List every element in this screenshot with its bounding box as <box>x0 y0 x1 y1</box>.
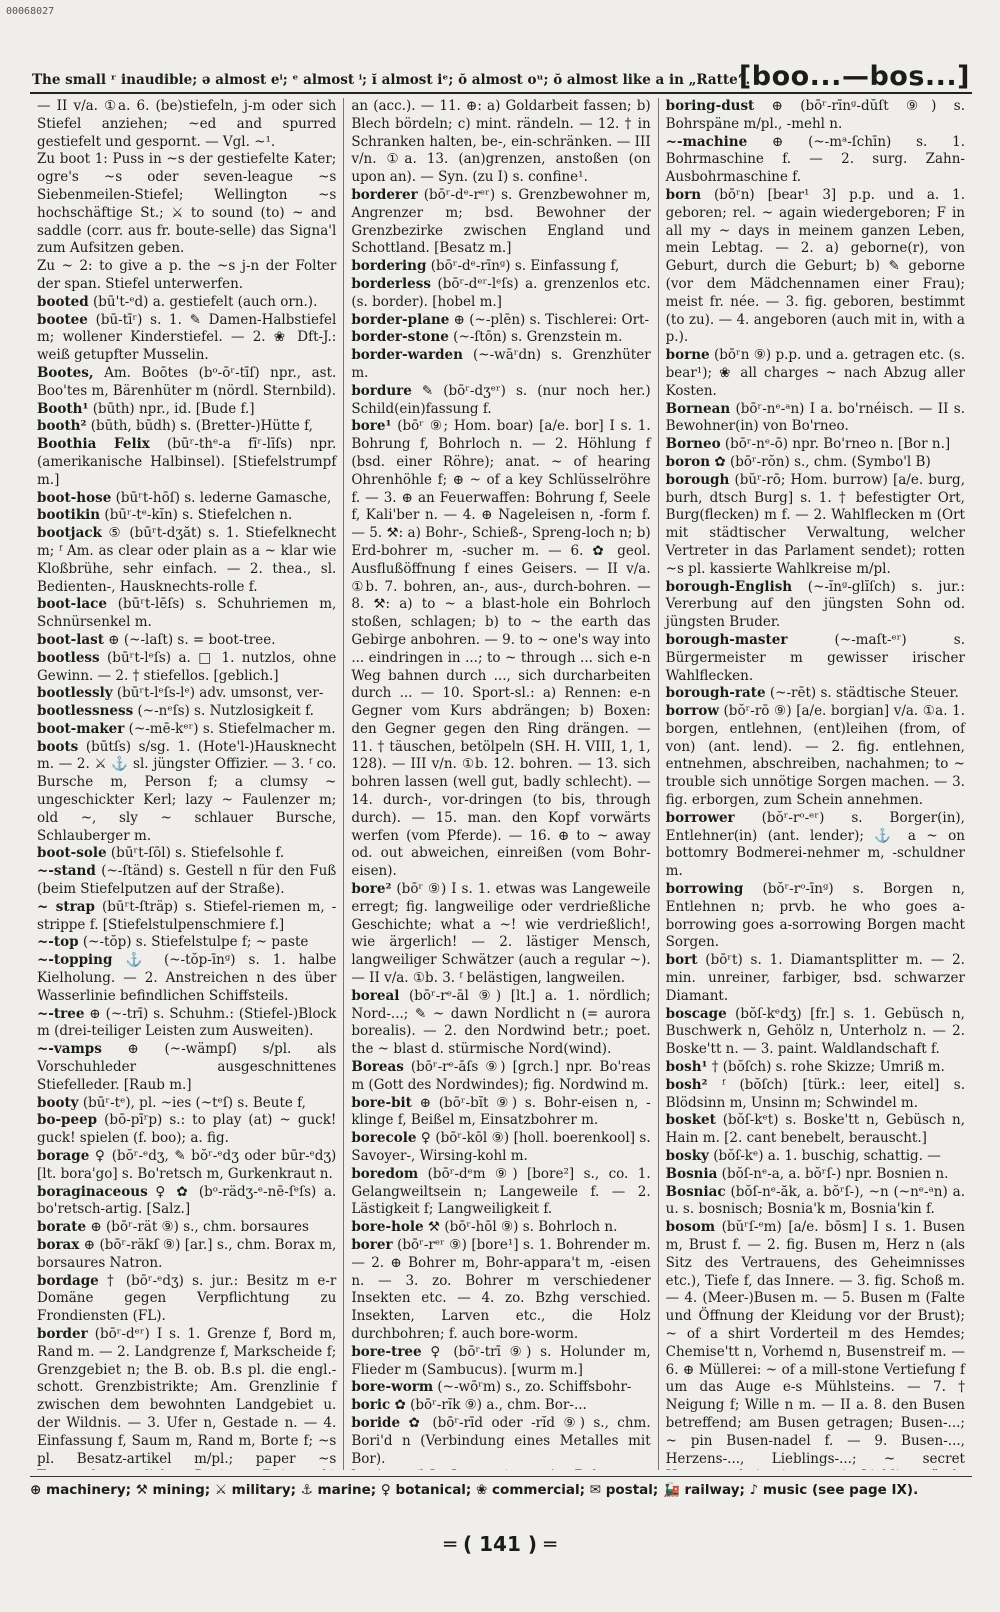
entry-headword: Boreas <box>351 1059 404 1076</box>
entry-headword: bosh¹ <box>665 1059 708 1076</box>
dictionary-entry <box>666 98 965 134</box>
entry-headword: ~-top <box>37 934 79 951</box>
dictionary-entry <box>37 1095 336 1113</box>
entry-text: (bŏſ-nᵉ-a, a. bŏʳſ-) npr. Bosnien n. <box>721 1165 949 1182</box>
entry-text: (būʳ-tᵉ), pl. ~ies (~tᵉſ) s. Beute f, <box>82 1094 306 1111</box>
entry-headword: borough-rate <box>665 685 766 702</box>
dictionary-entry <box>351 276 650 312</box>
entry-text: (būʳt-hōſ) s. lederne Gamasche, <box>115 489 332 506</box>
entry-headword: borage <box>37 1148 90 1165</box>
entry-text: (bŏſ-kᵉ) a. 1. buschig, schattig. — <box>713 1148 941 1165</box>
dictionary-entry <box>37 650 336 686</box>
entry-text: (bōʳ-nᵉ-ō) npr. Bo'rneo n. [Bor n.] <box>724 436 951 453</box>
entry-headword: ~-topping <box>37 952 113 969</box>
entry-text: ⊕ (~-plēn) s. Tischlerei: Ort- <box>453 311 650 328</box>
entry-text: (bŭʳ-rō; Hom. burrow) [a/e. burg, burh, dtsch Burg] s. 1. † befestigter Ort, Burg(flecken) m f. — 2. Wahlflecken m (Ort mit städtischer Verwaltung, welcher Vertreter in das Parlament sendet); rotten ~s pl. kassierte Wahlkreise m/pl. <box>665 471 965 577</box>
entry-headword: born <box>665 186 702 203</box>
entry-headword: Bosniac <box>665 1183 726 1200</box>
entry-text: † (bōʳ-ᵉdʒ) s. jur.: Besitz m e-r Domäne gegen Verpflichtung zu Frondiensten (FL). <box>37 1272 337 1325</box>
entry-headword: bore-bit <box>351 1094 412 1111</box>
entry-text: (bōʳ-dᵉ-rīnᵍ) s. Einfassung f, <box>430 258 620 275</box>
dictionary-entry <box>666 632 965 685</box>
page-header <box>30 50 972 94</box>
dictionary-entry <box>666 703 965 810</box>
entry-text: (~-mē-kᵉʳ) s. Stiefelmacher m. <box>128 720 336 737</box>
dictionary-entry <box>37 721 336 739</box>
dictionary-entry <box>37 525 336 596</box>
dictionary-entry <box>351 1219 650 1237</box>
column-3 <box>658 98 972 1470</box>
entry-headword: borough-master <box>665 631 788 648</box>
dictionary-entry <box>666 1184 965 1220</box>
entry-headword: border <box>37 1325 88 1342</box>
entry-text: Am. Boōtes (bᵒ-ōʳ-tīſ) npr., ast. Boo'tes m, Bärenhüter m (nördl. Sternbild). <box>37 364 337 399</box>
entry-headword: borderless <box>351 275 431 292</box>
dictionary-entry <box>37 685 336 703</box>
entry-text: (būʳt-ſōl) s. Stiefelsohle f. <box>110 845 285 862</box>
entry-headword: boreal <box>351 987 400 1004</box>
entry-headword: bootikin <box>37 507 101 524</box>
entry-text: ⚒ (bōʳ-hōl ⑨) s. Bohrloch n. <box>427 1219 618 1236</box>
entry-text: ᶠ (bŏſch) [türk.: leer, eitel] s. Blödsinn m, Unsinn m; Schwindel m. <box>665 1076 965 1111</box>
entry-headword: bore-worm <box>351 1379 434 1396</box>
dictionary-entry <box>37 436 336 489</box>
entry-text: (būʳt-lēſs) s. Schuhriemen m, Schnürsenkel m. <box>37 596 337 631</box>
entry-headword: border-stone <box>351 329 449 346</box>
entry-headword: bore² <box>351 881 392 898</box>
dictionary-entry <box>351 1379 650 1397</box>
entry-text: (būʳt-ſträp) s. Stiefel-riemen m, -strippe f. [Stiefelstulpenschmiere f.] <box>37 898 337 933</box>
entry-text: ⚓ (~-tŏp-īnᵍ) s. 1. halbe Kielholung. — 2. Anstreichen n des über Wasserlinie befindlichen Schiffsteils. <box>37 952 337 1004</box>
entry-headword: bosom <box>665 1219 715 1236</box>
entry-text: ✎ (bōʳ-dʒᵉʳ) s. (nur noch her.) Schild(ein)fassung f. <box>351 382 651 417</box>
entry-headword: boot-sole <box>37 845 107 862</box>
dictionary-entry <box>37 952 336 1005</box>
dictionary-entry <box>351 312 650 330</box>
entry-headword: bosh² <box>665 1076 708 1093</box>
entry-headword: border-plane <box>351 311 450 328</box>
dictionary-entry <box>351 347 650 383</box>
dictionary-entry <box>351 1237 650 1344</box>
entry-text: ⊕ (bōʳ-rät ⑨) s., chm. borsaures <box>90 1219 309 1236</box>
entry-text: (būʳ-thᵉ-a fīʳ-līſs) npr. (amerikanische Halbinsel). [Stiefelstrumpf m.] <box>37 436 337 488</box>
dictionary-entry <box>37 258 336 294</box>
entry-headword: Bootes, <box>37 364 94 381</box>
entry-text: (bōʳ-rᵉʳ ⑨) [bore¹] s. 1. Bohrender m. — 2. ⊕ Bohrer m, Bohr-appara't m, -eisen n. — 3. zo. Bohrer m verschiedener Insekten etc. — 4. zo. Bzhg verschied. Insekten, Larven etc., die Holz durchbohren; f. auch bore-worm. <box>351 1237 651 1342</box>
scan-id: 00068027 <box>6 6 55 17</box>
entry-text: ⊕ (~-mᵃ-ſchīn) s. 1. Bohrmaschine f. — 2. surg. Zahn-Ausbohrmaschine f. <box>665 133 965 186</box>
entry-text: (būth, būdh) s. (Bretter-)Hütte f, <box>90 418 313 435</box>
entry-headword <box>351 1468 401 1470</box>
dictionary-entry <box>351 418 650 881</box>
entry-headword: boot-lace <box>37 596 107 613</box>
entry-text: ♀ ✿ (bᵒ-rädʒ-ᵉ-nē-ſᵉſs) a. bo'retsch-artig. [Salz.] <box>37 1183 337 1218</box>
entry-text: ♀ (bōʳ-trī ⑨) s. Holunder m, Flieder m (Sambucus). [wurm m.] <box>351 1343 651 1378</box>
entry-text: an (acc.). — 11. ⊕: a) Goldarbeit fassen; b) Blech bördeln; c) mint. rändeln. — 12. † in Schranken halten, be-, ein-schränken. — III v/n. ①a. 13. (an)grenzen, anstoßen (on upon an). — Syn. (zu I) s. confine¹. <box>351 98 651 186</box>
dictionary-entry <box>666 401 965 437</box>
entry-headword: bordure <box>351 382 412 399</box>
dictionary-entry <box>37 1326 336 1470</box>
entry-headword: booty <box>37 1094 79 1111</box>
dictionary-entry <box>666 1219 965 1470</box>
entry-headword: borecole <box>351 1130 417 1147</box>
entry-text: (bŏſ-kᵉt) s. Boske'tt n, Gebüsch n, Hain m. [2. cant benebelt, berauscht.] <box>665 1112 965 1147</box>
entry-headword: Borneo <box>665 436 721 453</box>
dictionary-entry <box>37 1112 336 1148</box>
dictionary-entry <box>666 1006 965 1059</box>
entry-text: (~-tŏp) s. Stiefelstulpe f; ~ paste <box>82 934 309 951</box>
dictionary-entry <box>351 1468 650 1470</box>
entry-headword: borax <box>37 1237 80 1253</box>
entry-text: — II v/a. ①a. 6. (be)stiefeln, j-m oder sich Stiefel anziehen; ~ed and spurred gestiefelt und gespornt. — Vgl. ~¹. <box>37 98 337 150</box>
entry-headword: bore-tree <box>351 1343 422 1360</box>
entry-headword: bore-hole <box>351 1219 424 1236</box>
dictionary-entry <box>37 507 336 525</box>
entry-text: (~-ſtōn) s. Grenzstein m. <box>453 329 623 346</box>
entry-text: ✿ (bōʳ-rīd oder -rĭd ⑨) s., chm. Bori'd n (Verbindung eines Metalles mit Bor). <box>351 1414 651 1467</box>
entry-headword: ~ strap <box>37 898 95 915</box>
dictionary-entry <box>37 365 336 401</box>
dictionary-entry <box>666 685 965 703</box>
entry-headword: ~-stand <box>37 863 96 880</box>
dictionary-entry <box>37 899 336 935</box>
dictionary-entry <box>37 1273 336 1326</box>
entry-text: (būʳ-tᵉ-kĭn) s. Stiefelchen n. <box>104 507 293 524</box>
entry-headword: boscage <box>665 1005 727 1022</box>
dictionary-entry <box>37 1006 336 1042</box>
entry-text: ♀ (bōʳ-kōl ⑨) [holl. boerenkool] s. Savoyer-, Wirsing-kohl m. <box>351 1130 651 1165</box>
entry-headword: boot-last <box>37 631 104 648</box>
entry-text: (bŏſ-kᵉdʒ) [fr.] s. 1. Gebüsch n, Buschwerk n, Gehölz n, Unterholz n. — 2. Boske'tt n. — 3. paint. Waldlandschaft f. <box>665 1005 965 1058</box>
entry-text: (bū-tīʳ) s. 1. ✎ Damen-Halbstiefel m; wollener Kinderstiefel. — 2. ❀ Dft-J.: weiß getupfter Musselin. <box>37 311 337 364</box>
entry-headword: boric <box>351 1397 391 1414</box>
entry-text: ✿ (bōʳ-rŏn) s., chm. (Symbo'l B) <box>714 453 931 470</box>
dictionary-entry <box>666 952 965 1005</box>
dictionary-entry <box>351 329 650 347</box>
dictionary-entry <box>351 881 650 988</box>
entry-text: (bōʳ-dᵉ-rᵉʳ) s. Grenzbewohner m, Angrenzer m; bsd. Bewohner der Grenzbezirke zwischen England und Schottland. [Besatz m.] <box>351 186 651 257</box>
entry-text: † (bŏſch) s. rohe Skizze; Umriß m. <box>711 1059 945 1076</box>
dictionary-entry <box>666 1148 965 1166</box>
entry-headword: Bornean <box>665 400 731 417</box>
entry-text: ⊕ (bōʳ-rīnᵍ-dŭſt ⑨) s. Bohrspäne m/pl., -mehl n. <box>665 98 965 132</box>
dictionary-entry <box>37 1041 336 1094</box>
entry-text: ⊕ (~-trī) s. Schuhm.: (Stiefel-)Block m (drei-teiliger Leisten zum Ausweiten). <box>37 1005 337 1040</box>
entry-headword: boring-dust <box>665 98 755 114</box>
entry-text: ⊕ (bōʳ-bĭt ⑨) s. Bohr-eisen n, -klinge f, Beißel m, Einsatzbohrer m. <box>351 1094 651 1129</box>
dictionary-entry <box>37 1237 336 1273</box>
dictionary-entry <box>37 418 336 436</box>
entry-headword: bort <box>665 952 698 969</box>
guide-words: [boo...—bos...] <box>738 61 970 92</box>
dictionary-entry <box>666 454 965 472</box>
entry-headword: ~-tree <box>37 1005 85 1022</box>
entry-text: (~-wōʳm) s., zo. Schiffsbohr- <box>437 1379 632 1396</box>
entry-text: (bŏʳ-rᵒ-īnᵍ) s. Borgen n, Entlehnen n; prvb. he who goes a-borrowing goes a-sorrowing Borgen macht Sorgen. <box>665 881 965 951</box>
entry-headword: ~-vamps <box>37 1041 102 1058</box>
dictionary-entry <box>351 98 650 187</box>
dictionary-entry <box>37 151 336 258</box>
dictionary-entry <box>37 1219 336 1237</box>
entry-text: (bōʳ-dᵉm ⑨) [bore²] s., co. 1. Gelangweiltsein n; Langeweile f. — 2. Lästigkeit f; Langweiligkeit f. <box>351 1165 651 1218</box>
dictionary-entry <box>37 294 336 312</box>
entry-headword: bootjack <box>37 525 102 542</box>
entry-headword: bordage <box>37 1272 99 1289</box>
entry-text: ⊕ (~-laſt) s. = boot-tree. <box>108 631 276 648</box>
dictionary-entry <box>37 632 336 650</box>
entry-text: (bōʳ-dᵉʳ-lᵉſs) a. grenzenlos etc. (s. border). [hobel m.] <box>351 275 651 310</box>
entry-headword: borrower <box>665 809 735 826</box>
entry-headword: bore¹ <box>351 418 392 435</box>
dictionary-entry <box>351 1095 650 1131</box>
dictionary-entry <box>37 1148 336 1184</box>
dictionary-entry <box>351 1059 650 1095</box>
entry-headword: Booth¹ <box>37 400 89 417</box>
dictionary-entry <box>666 881 965 952</box>
dictionary-entry <box>351 187 650 258</box>
entry-headword: booth² <box>37 418 87 435</box>
entry-headword: bootee <box>37 311 88 328</box>
entry-text: (~-wāʳdn) s. Grenzhüter m. <box>351 347 651 381</box>
entry-headword: borrow <box>665 703 719 720</box>
dictionary-entry <box>37 1184 336 1220</box>
entry-headword: borough <box>665 471 730 488</box>
entry-headword: boron <box>665 453 711 470</box>
dictionary-entry <box>351 988 650 1059</box>
entry-headword: boot-maker <box>37 720 125 737</box>
entry-headword: ~-machine <box>665 133 748 150</box>
entry-text: ⊕ (bōʳ-räkſ ⑨) [ar.] s., chm. Borax m, borsaures Natron. <box>37 1237 337 1271</box>
entry-text: (būʳt-lᵉſs-lᵉ) adv. umsonst, ver- <box>116 685 324 702</box>
entry-text: (bōʳ-dᵉʳ) I s. 1. Grenze f, Bord m, Rand m. — 2. Landgrenze f, Markscheide f; Grenzgebiet n; the B. ob. B.s pl. die engl.-schott. Grenzbistrikte; Am. Grenzlinie f zwischen dem bewohnten Landgebiet u. der Wildnis. — 3. Ufer n, Gestade n. — 4. Einfassung f, Saum m, Rand m, Borte f; ~s pl. Besatz-artikel m/pl.; paper ~s <box>37 1325 337 1467</box>
dictionary-entry <box>351 1344 650 1380</box>
dictionary-entry <box>666 436 965 454</box>
entry-text: (~-rēt) s. städtische Steuer. <box>769 685 959 702</box>
entry-text: (bōʳn) [bear¹ 3] p.p. und a. 1. geboren; rel. ~ again wiedergeboren; F in all my ~ days in meinem ganzen Leben, mein Lebtag. — 2. a) geborne(r), von Geburt, durch die Geburt; b) ✎ geborne (vor dem Mädchennamen einer Frau); meist fr. née. — 3. fig. geboren, bestimmt (to zu). — 4. angeboren (auch mit in, with a p.). <box>665 186 965 346</box>
entry-headword: boride <box>351 1414 401 1431</box>
entry-text: (bōʳ ⑨; Hom. boar) [a/e. bor] I s. 1. Bohrung f, Bohrloch n. — 2. Höhlung f (bsd. einer Röhre); anat. ~ of hearing Ohrenhöhle f; ⊕ ~ of a key Schlüsselröhre f. — 3. ⊕ an Feuerwaffen: Bohrung f, Seele f, Kali'ber n. — 4. ⊕ Nageleisen n, -form f. — 5. ⚒: a) Bohr-, Schieß-, Spreng-loch n; b) Erd-bohrer m, -sucher m. — 6. ✿ geol. Ausflußöffnung f eines Geisers. — II v/a. ①b. 7. bohren, an-, aus-, durch-bohren. — 8. ⚒: a) to ~ a blast-hole ein Bohrloch stoßen, schlagen; b) to ~ the earth das Gebirge anbohren. — 9. to ~ one's way into ... eindringen in ...; to ~ through ... sich e-n Weg bahnen durch ..., sich durcharbeiten durch ... — 10. Sport-sl.: a) Rennen: e-n Gegner vom Kurs abdrängen; b) Boxen: den Gegner gegen den Ring drängen. — 11. † täuschen, betölpeln (SH. H. VIII, 1, 1, 128). — III v/n. ①b. 12. bohren. — 13. sich bohren lassen (well gut, badly schlecht). — 14. durch-, vor-dringen (to bis, through durch). — 15. man. den Kopf vorwärts werfen (vom Pferde). — 16. ⊕ to ~ away od. out abweichen, einreißen (vom Bohr-eisen). <box>351 418 651 880</box>
entry-headword: bootlessly <box>37 685 113 702</box>
entry-headword: borrowing <box>665 881 744 898</box>
entry-text: (būʳt-lᵉſs) a. □ 1. nutzlos, ohne Gewinn. — 2. † stiefellos. [geblich.] <box>37 649 337 684</box>
entry-text: (~-nᵉſs) s. Nutzlosigkeit f. <box>137 703 314 720</box>
symbol-legend: ⊕ machinery; ⚒ mining; ⚔ military; ⚓ marine; ♀ botanical; ❀ commercial; ✉ postal; 🚂 railway; ♪ music (see page IX). <box>30 1482 919 1498</box>
entry-text: (bŏʳ-rᵒ-ᵉʳ) s. Borger(in), Entlehner(in) (ant. lender); ⚓ a ~ on bottomry Bodmerei-nehmer m, -schuldner m. <box>665 809 965 880</box>
dictionary-entry <box>666 472 965 579</box>
footer-rule <box>30 1476 972 1477</box>
entry-headword: borough-English <box>665 578 793 595</box>
entry-headword: borderer <box>351 186 418 203</box>
entry-text: ⊕ (~-wämpſ) s/pl. als Vorschuhleder ausgeschnittenes Stiefelleder. [Raub m.] <box>37 1041 337 1093</box>
dictionary-entry <box>351 1415 650 1468</box>
entry-headword: boraginaceous <box>37 1183 148 1200</box>
entry-text: (bōʳ-rᵉ-āl ⑨) [lt.] a. 1. nördlich; Nord-...; ✎ ~ dawn Nordlicht n (= aurora borealis). — 2. den Nordwind betr.; poet. the ~ blast d. stürmische Nord(wind). <box>351 987 651 1058</box>
entry-headword: bosky <box>665 1148 709 1165</box>
dictionary-entry <box>37 845 336 863</box>
dictionary-entry <box>37 401 336 419</box>
dictionary-entry <box>666 187 965 347</box>
dictionary-entry <box>37 490 336 508</box>
entry-headword: borate <box>37 1219 87 1236</box>
entry-headword: bo-peep <box>37 1112 98 1129</box>
entry-text: (būth) npr., id. [Bude f.] <box>92 400 255 417</box>
dictionary-entry <box>666 1059 965 1077</box>
entry-text: ✿ (bōʳ-rĭk ⑨) a., chm. Bor-... <box>394 1397 587 1414</box>
entry-text: (bŏſ-nᵉ-ăk, a. bŏʳſ-), ~n (~nᵉ-ᵃn) a. u. s. bosnisch; Bosnia'k m, Bosnia'kin f. <box>665 1183 965 1218</box>
dictionary-entry <box>351 1397 650 1415</box>
dictionary-entry <box>37 934 336 952</box>
entry-text: (~-ĭnᵍ-glĭſch) s. jur.: Vererbung auf den jüngsten Sohn od. jüngsten Bruder. <box>665 578 965 631</box>
dictionary-entry <box>37 98 336 151</box>
dictionary-entry <box>37 596 336 632</box>
dictionary-entry <box>351 1166 650 1219</box>
dictionary-entry <box>666 347 965 400</box>
entry-headword: bordering <box>351 258 427 275</box>
dictionary-entry <box>666 134 965 187</box>
entry-text: Zu boot 1: Puss in ~s der gestiefelte Kater; ogre's ~s oder seven-league ~s Siebenmeilen-Stiefel; Wellington ~s hochschäftige St.; ⚔ to sound (to) ~ and saddle (corr. aus fr. boute-selle) das Signa'l zum Aufsitzen geben. <box>37 151 337 257</box>
entry-text: (bōʳn ⑨) p.p. und a. getragen etc. (s. bear¹); ❀ all charges ~ nach Abzug aller Kosten. <box>665 347 965 399</box>
dictionary-entry <box>37 703 336 721</box>
column-2 <box>343 98 657 1470</box>
entry-text: (būtſs) s/sg. 1. (Hote'l-)Hausknecht m. — 2. ⚔ ⚓ sl. jüngster Offizier. — 3. ᶠ co. Bursche m, Person f; a clumsy ~ ungeschickter Kerl; lazy ~ Faulenzer m; old ~, sly ~ schlauer Bursche, Schlauberger m. <box>37 738 337 844</box>
dictionary-entry <box>666 810 965 881</box>
entry-headword: boredom <box>351 1165 419 1182</box>
entry-text: Zu ~ 2: to give a p. the ~s j-n der Folter der span. Stiefel unterwerfen. <box>37 258 337 292</box>
dictionary-entry <box>37 739 336 846</box>
entry-text: (bō-pīʳp) s.: to play (at) ~ guck! guck! spielen (f. boo); a. fig. <box>37 1112 337 1147</box>
entry-text: (~-ſtänd) s. Gestell n für den Fuß (beim Stiefelputzen auf der Straße). <box>37 863 337 898</box>
entry-headword: borer <box>351 1237 393 1253</box>
entry-text: (bū't-ᵉd) a. gestiefelt (auch orn.). <box>93 293 318 310</box>
entry-text: (~-maſt-ᵉʳ) s. Bürgermeister m gewisser irischer Wahlflecken. <box>665 631 965 684</box>
dictionary-entry <box>666 1077 965 1113</box>
entry-headword: borne <box>665 347 710 364</box>
dictionary-columns <box>30 98 972 1470</box>
dictionary-entry <box>37 312 336 365</box>
dictionary-entry <box>666 579 965 632</box>
entry-headword: Bosnia <box>665 1165 718 1182</box>
entry-headword: bosket <box>665 1112 716 1129</box>
entry-text: (bōʳt) s. 1. Diamantsplitter m. — 2. min. unreiner, farbiger, bsd. schwarzer Diamant. <box>665 952 965 1004</box>
dictionary-entry <box>666 1166 965 1184</box>
entry-headword: boots <box>37 738 79 755</box>
entry-headword: booted <box>37 293 89 310</box>
entry-headword: bootlessness <box>37 703 134 720</box>
page-number: ═ ( 141 ) ═ <box>444 1532 556 1556</box>
dictionary-entry <box>351 258 650 276</box>
entry-headword: Boothia Felix <box>37 436 150 453</box>
entry-text: (bōʳ ⑨) I s. 1. etwas was Langeweile erregt; fig. langweilige oder verdrießliche Geschichte; what a ~! wie verdrießlich!, wie ärgerlich! — 2. lästiger Mensch, langweiliger Schwätzer (auch a regular ~). — II v/a. ①b. 3. ᶠ belästigen, langweilen. <box>351 881 651 987</box>
entry-headword: bootless <box>37 649 100 666</box>
column-1 <box>30 98 343 1470</box>
entry-text: ⑤ (būʳt-dʒăt) s. 1. Stiefelknecht m; ᶠ Am. as clear oder plain as a ~ klar wie Kloßbrühe, sehr einfach. — 2. thea., sl. Bedienten-, Hausknechts-rolle f. <box>37 525 337 595</box>
entry-text: (bōʳ-nᵉ-ᵃn) I a. bo'rnéisch. — II s. Bewohner(in) von Bo'rneo. <box>665 400 965 435</box>
entry-headword: boot-hose <box>37 489 112 506</box>
pronunciation-key: The small ʳ inaudible; ə almost eⁱ; ᵉ almost ⁱ; ĭ almost iᵉ; ŏ almost oᵘ; ŏ almost like a in „Ratte“. <box>32 72 751 88</box>
entry-text: ♀ (bŏʳ-ᵉdʒ, ✎ bŏʳ-ᵉdʒ oder būr-ᵉdʒ) [lt. bora'go] s. Bo'retsch m, Gurkenkraut n. <box>37 1148 337 1182</box>
entry-text: (bōʳ-rᵉ-āſs ⑨) [grch.] npr. Bo'reas m (Gott des Nordwindes); fig. Nordwind m. <box>351 1059 651 1093</box>
dictionary-entry <box>666 1112 965 1148</box>
entry-text: (bŭʳſ-ᵉm) [a/e. bōsm] I s. 1. Busen m, Brust f. — 2. fig. Busen m, Herz n (als Sitz des Vertrauens, des Geheimnisses etc.), Tiefe f, das Innere. — 3. fig. Schoß m. — 4. (Meer-)Busen m. — 5. Busen m (Falte und Öffnung der Kleidung vor der Brust); ~ of a shirt Vorderteil m des Hemdes; Chemise'tt n, Vorhemd n, Busenstreif m. — 6. ⊕ Müllerei: ~ of a mill-stone Vertiefung f um das Auge e-s Mühlsteins. — 7. † Neigung f; Wille n m. — II a. 8. den Busen betreffend; am Busen getragen; Busen-...; ~ pin Busen-nadel f. — 9. Busen-..., Herzens-..., Lieblings-...; ~ secret <box>665 1219 965 1467</box>
dictionary-entry <box>351 1130 650 1166</box>
entry-headword: border-warden <box>351 347 463 364</box>
dictionary-entry <box>37 863 336 899</box>
dictionary-entry <box>351 383 650 419</box>
entry-text: (bŏʳ-rō ⑨) [a/e. borgian] v/a. ①a. 1. borgen, entlehnen, (ent)leihen (from, of von) (ant. lend). — 2. fig. entlehnen, entnehmen, abschreiben, nachahmen; to ~ trouble sich unnötige Sorgen machen. — 3. fig. erborgen, zum Schein annehmen. <box>665 703 965 809</box>
